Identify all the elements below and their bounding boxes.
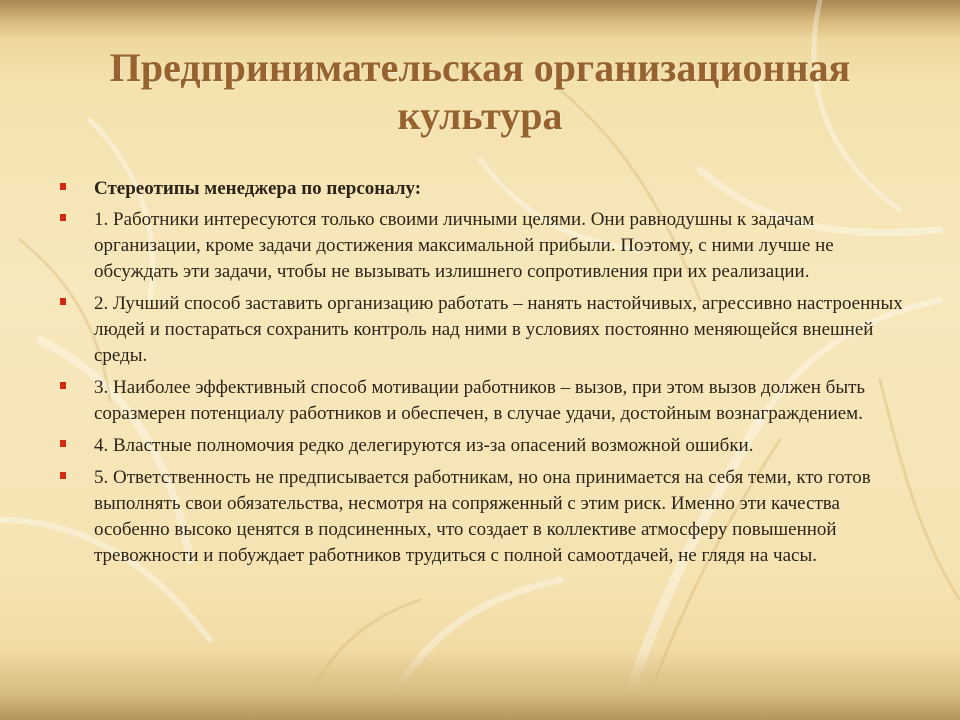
bullet-item-5 xyxy=(60,465,910,569)
bullet-text: 4. Властные полномочия редко делегируются из-за опасений возможной ошибки. xyxy=(94,435,754,456)
bullet-marker-icon xyxy=(60,382,66,389)
bullet-heading xyxy=(60,176,910,202)
slide-content xyxy=(60,176,910,575)
bullet-marker-icon xyxy=(60,440,66,447)
bullet-text: 3. Наиболее эффективный способ мотивации работников – вызов, при этом вызов должен быть соразмерен потенциалу работников и обеспечен, в случае удачи, достойным вознаграждением. xyxy=(94,377,866,424)
slide-title: Предпринимательская организационная культура xyxy=(109,45,851,138)
bullet-marker-icon xyxy=(60,298,66,305)
bullet-text: 5. Ответственность не предписывается работникам, но она принимается на себя теми, кто готов выполнять свои обязательства, несмотря на сопряженный с этим риск. Именно эти качества особенно высоко ценятся в подсиненных, что создает в коллективе атмосферу повышенной тревожности и побуждает работников трудиться с полной самоотдачей, не глядя на часы. xyxy=(94,467,871,566)
bullet-item-3 xyxy=(60,375,910,427)
bullet-marker-icon xyxy=(60,214,66,221)
bullet-item-2 xyxy=(60,291,910,369)
bullet-text: Стереотипы менеджера по персоналу: xyxy=(94,178,422,199)
bullet-list xyxy=(60,176,910,569)
bullet-item-4 xyxy=(60,433,910,459)
bullet-text: 2. Лучший способ заставить организацию работать – нанять настойчивых, агрессивно настроенных людей и постараться сохранить контроль над ними в условиях постоянно меняющейся внешней среды. xyxy=(94,293,903,366)
bullet-text: 1. Работники интересуются только своими личными целями. Они равнодушны к задачам организации, кроме задачи достижения максимальной прибыли. Поэтому, с ними лучше не обсуждать эти задачи, чтобы не вызывать излишнего сопротивления при их реализации. xyxy=(94,209,834,282)
bottom-decorative-band xyxy=(0,650,960,720)
bullet-marker-icon xyxy=(60,183,66,190)
bullet-marker-icon xyxy=(60,472,66,479)
bullet-item-1 xyxy=(60,207,910,285)
